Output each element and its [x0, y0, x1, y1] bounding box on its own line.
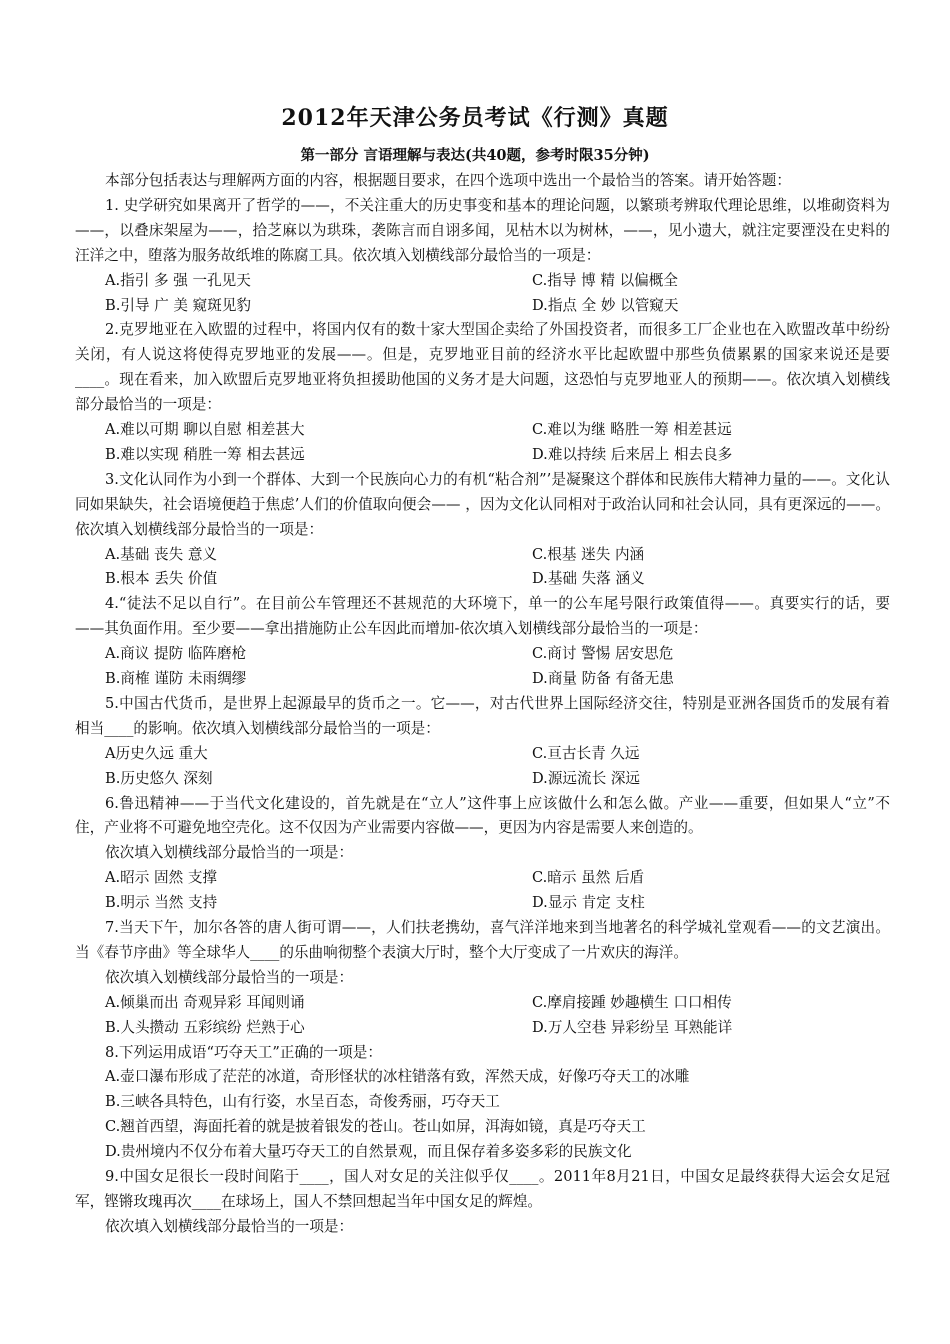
option-b: B.人头攒动 五彩缤纷 烂熟于心 — [105, 1018, 305, 1036]
question-1-options-row-1 — [75, 269, 890, 294]
question-4-text: 4.“徒法不足以自行”。在目前公车管理还不甚规范的大环境下，单一的公车尾号限行政策值得——。真要实行的话，要——其负面作用。至少要——拿出措施防止公车因此而增加-依次填入划横线部分最恰当的一项是： — [75, 595, 890, 638]
option-b: B.商榷 谨防 未雨绸缪 — [105, 670, 247, 688]
option-a: A.壶口瀑布形成了茫茫的冰道，奇形怪状的冰柱错落有致，浑然天成，好像巧夺天工的冰雕 — [105, 1068, 690, 1086]
option-a: A.昭示 固然 支撑 — [105, 869, 218, 887]
option-a: A.难以可期 聊以自慰 相差甚大 — [105, 421, 305, 439]
question-3-options-row-1 — [75, 543, 890, 568]
option-a: A.商议 提防 临阵磨枪 — [105, 645, 247, 663]
question-1-options-row-2 — [75, 294, 890, 319]
option-d: D.指点 全 妙 以管窥天 — [532, 296, 679, 314]
option-c: C.亘古长青 久远 — [532, 744, 640, 762]
question-3-options-row-2 — [75, 567, 890, 592]
document-body — [75, 169, 890, 1240]
question-2-text: 2.克罗地亚在入欧盟的过程中，将国内仅有的数十家大型国企卖给了外国投资者，而很多工厂企业也在入欧盟改革中纷纷关闭，有人说这将使得克罗地亚的发展——。但是，克罗地亚目前的经济水平比起欧盟中那些负债累累的国家来说还是要____。现在看来，加入欧盟后克罗地亚将负担援助他国的义务才是大问题，这恐怕与克罗地亚人的预期——。依次填入划横线部分最恰当的一项是： — [75, 321, 890, 414]
option-a: A.倾巢而出 奇观异彩 耳闻则诵 — [105, 993, 305, 1011]
option-c: C.摩肩接踵 妙趣横生 口口相传 — [532, 993, 732, 1011]
question-7-options-row-1 — [75, 991, 890, 1016]
question-5-options-row-2 — [75, 767, 890, 792]
intro-paragraph: 本部分包括表达与理解两方面的内容，根据题目要求，在四个选项中选出一个最恰当的答案。请开始答题： — [105, 172, 791, 189]
question-8-text: 8.下列运用成语“巧夺天工”正确的一项是： — [105, 1043, 382, 1061]
question-7-prompt: 依次填入划横线部分最恰当的一项是： — [105, 968, 354, 986]
option-b: B.难以实现 稍胜一筹 相去甚远 — [105, 445, 305, 463]
option-d: D.基础 失落 涵义 — [532, 570, 645, 588]
question-4-options-row-2 — [75, 667, 890, 692]
option-c: C.商讨 警惕 居安思危 — [532, 645, 674, 663]
question-2-options-row-2 — [75, 443, 890, 468]
question-2-options-row-1 — [75, 418, 890, 443]
option-c: C.指导 博 精 以偏概全 — [532, 271, 678, 289]
option-d: D.源远流长 深远 — [532, 769, 641, 787]
question-4-options-row-1 — [75, 642, 890, 667]
question-7-text: 7.当天下午，加尔各答的唐人街可谓——，人们扶老携幼，喜气洋洋地来到当地著名的科学城礼堂观看——的文艺演出。当《春节序曲》等全球华人____的乐曲响彻整个表演大厅时，整个大厅变成了一片欢庆的海洋。 — [75, 919, 890, 961]
option-c: C.翘首西望，海面托着的就是披着银发的苍山。苍山如屏，洱海如镜，真是巧夺天工 — [105, 1118, 646, 1136]
question-6-options-row-2 — [75, 891, 890, 916]
question-7-options-row-2 — [75, 1016, 890, 1041]
option-c: C.暗示 虽然 后盾 — [532, 869, 645, 887]
option-a: A历史久远 重大 — [105, 744, 208, 762]
question-6-prompt: 依次填入划横线部分最恰当的一项是： — [105, 844, 354, 862]
option-d: D.商量 防备 有备无患 — [532, 670, 674, 688]
question-1-text: 1. 史学研究如果离开了哲学的——，不关注重大的历史事变和基本的理论问题，以繁琐考辨取代理论思维，以堆砌资料为——，以叠床架屋为——，拾芝麻以为珙珠，袭陈言而自诩多闻，见枯木以为树林，——，见小遗大，就注定要湮没在史料的汪洋之中，堕落为服务故纸堆的陈腐工具。依次填入划横线部分最恰当的一项是： — [75, 196, 890, 264]
question-3-text: 3.文化认同作为小到一个群体、大到一个民族向心力的有机“粘合剂”’是凝聚这个群体和民族伟大精神力量的——。文化认同如果缺失，社会语境便趋于焦虑’人们的价值取向便会—— ，因为文化认同相对于政治认同和社会认同，具有更深远的——。依次填入划横线部分最恰当的一项是： — [75, 470, 890, 538]
document-title: 2012年天津公务员考试《行测》真题 — [281, 105, 669, 131]
option-d: D.贵州境内不仅分布着大量巧夺天工的自然景观，而且保存着多姿多彩的民族文化 — [105, 1143, 632, 1161]
option-c: C.根基 迷失 内涵 — [532, 545, 645, 563]
option-b: B.三峡各具特色，山有行姿，水呈百态，奇俊秀丽，巧夺天工 — [105, 1093, 500, 1111]
section-heading: 第一部分 言语理解与表达(共40题，参考时限35分钟) — [300, 147, 650, 164]
question-5-options-row-1 — [75, 742, 890, 767]
question-6-options-row-1 — [75, 866, 890, 891]
question-9-text: 9.中国女足很长一段时间陷于____，国人对女足的关注似乎仅____。2011年8月21日，中国女足最终获得大运会女足冠军，铿锵玫瑰再次____在球场上，国人不禁回想起当年中国女足的辉煌。 — [75, 1168, 890, 1210]
option-d: D.万人空巷 异彩纷呈 耳熟能详 — [532, 1018, 733, 1036]
option-b: B.历史悠久 深刻 — [105, 769, 213, 787]
option-d: D.难以持续 后来居上 相去良多 — [532, 445, 733, 463]
question-6-text: 6.鲁迅精神——于当代文化建设的，首先就是在“立人”这件事上应该做什么和怎么做。产业——重要，但如果人“立”不住，产业将不可避免地空壳化。这不仅因为产业需要内容做——，更因为内容是需要人来创造的。 — [75, 794, 890, 837]
option-a: A.指引 多 强 一孔见天 — [105, 271, 251, 289]
option-d: D.显示 肯定 支柱 — [532, 894, 645, 912]
option-b: B.根本 丢失 价值 — [105, 570, 218, 588]
option-a: A.基础 丧失 意义 — [105, 545, 218, 563]
option-b: B.引导 广 美 窥斑见豹 — [105, 296, 252, 314]
question-5-text: 5.中国古代货币，是世界上起源最早的货币之一。它——，对古代世界上国际经济交往，特别是亚洲各国货币的发展有着相当____的影响。依次填入划横线部分最恰当的一项是： — [75, 694, 890, 737]
option-c: C.难以为继 略胜一筹 相差甚远 — [532, 421, 732, 439]
option-b: B.明示 当然 支持 — [105, 894, 218, 912]
question-9-prompt: 依次填入划横线部分最恰当的一项是： — [105, 1217, 354, 1235]
